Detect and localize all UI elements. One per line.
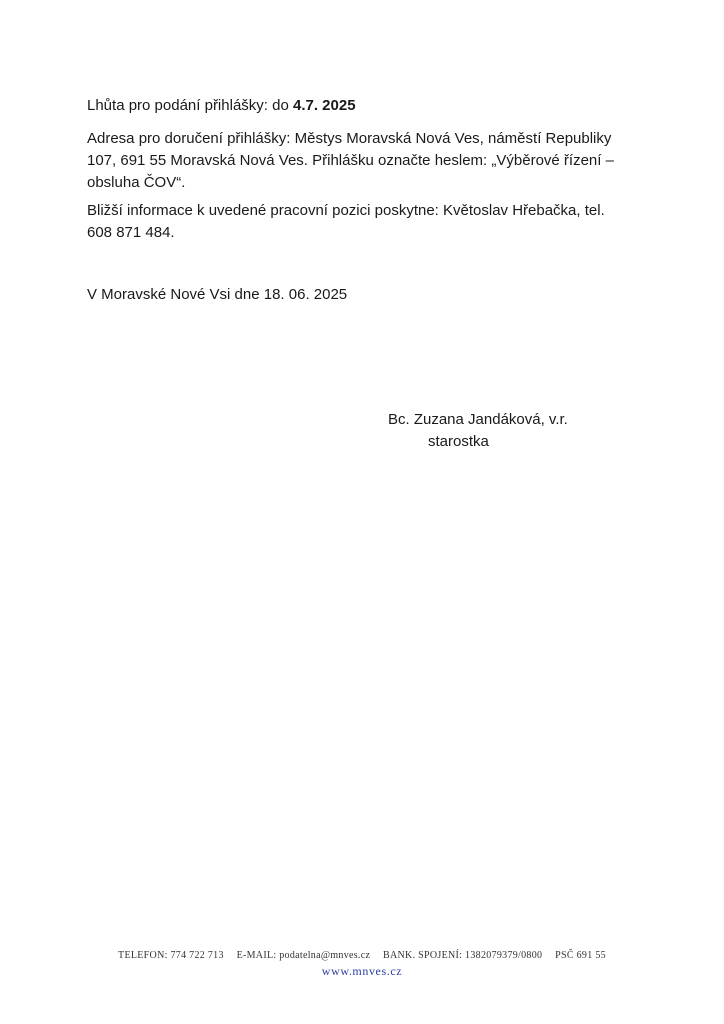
deadline-date: 4.7. 2025 [292,97,356,114]
delivery-address-paragraph [87,128,639,194]
footer-phone: TELEFON: 774 722 713 [118,950,224,961]
place-and-date: V Moravské Nové Vsi dne 18. 06. 2025 [87,286,348,303]
application-deadline [87,95,639,117]
info-line-1: Bližší informace k uvedené pracovní pozici poskytne: Květoslav Hřebačka, tel. [87,202,605,219]
signatory-role: starostka [428,433,489,450]
footer-psc: PSČ 691 55 [555,950,606,961]
info-line-2: 608 871 484. [87,224,175,241]
footer-email: E-MAIL: podatelna@mnves.cz [236,950,371,961]
signatory-name: Bc. Zuzana Jandáková, v.r. [388,411,568,428]
address-line-3: obsluha ČOV“. [87,174,186,191]
signature-block [388,409,568,453]
footer-contact-line [0,950,724,961]
address-line-2: 107, 691 55 Moravská Nová Ves. Přihlášku označte heslem: „Výběrové řízení – [87,152,614,169]
footer-bank: BANK. SPOJENÍ: 1382079379/0800 [383,950,543,961]
footer-website-link[interactable]: www.mnves.cz [321,964,403,978]
address-line-1: Adresa pro doručení přihlášky: Městys Moravská Nová Ves, náměstí Republiky [87,130,612,147]
contact-info-paragraph [87,200,639,244]
deadline-label: Lhůta pro podání přihlášky: do [87,97,293,114]
